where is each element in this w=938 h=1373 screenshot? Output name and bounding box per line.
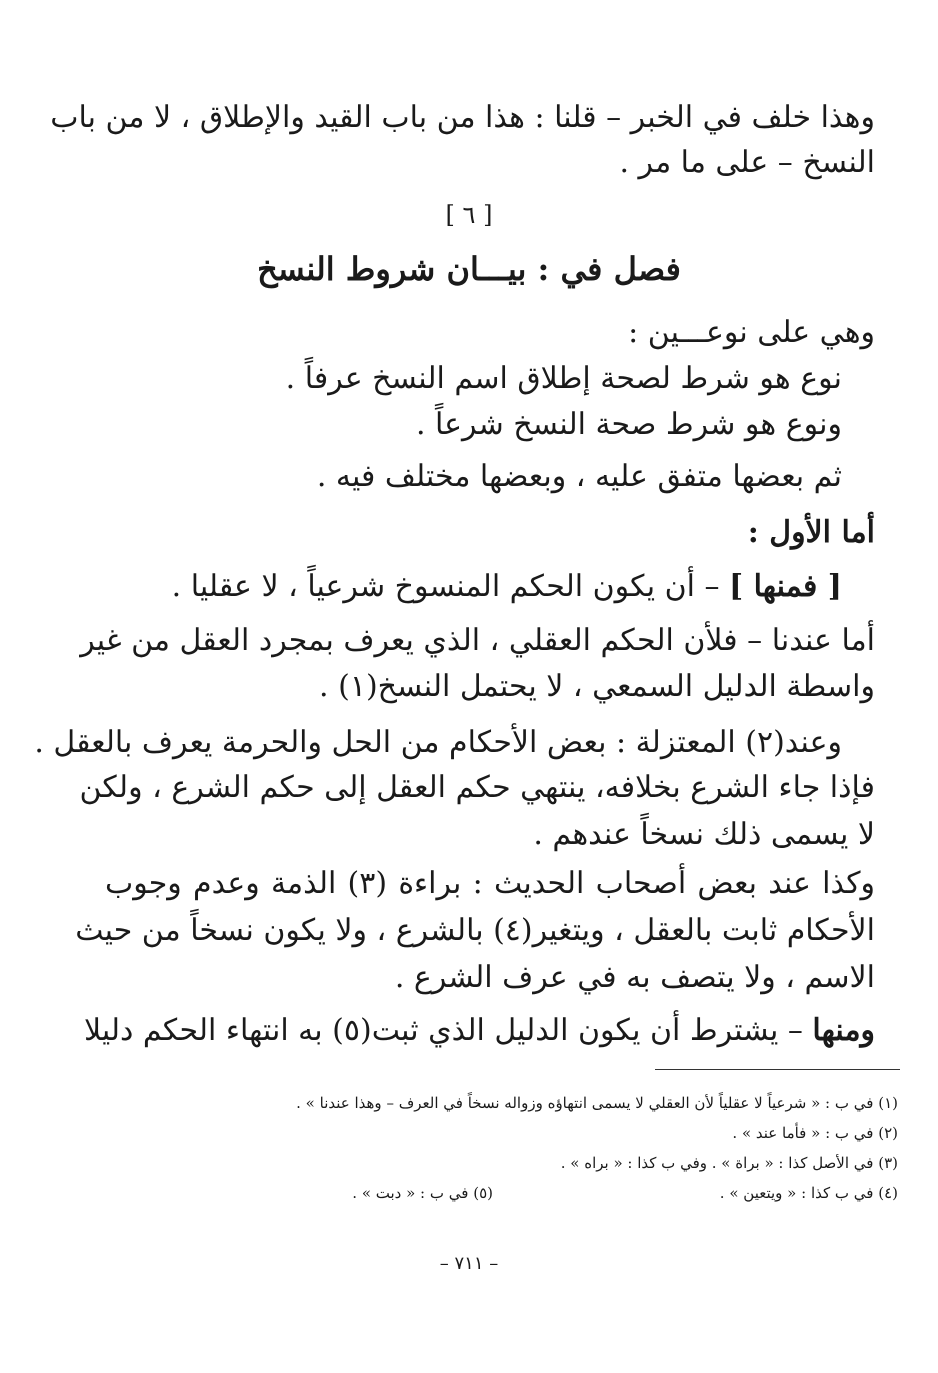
section-number: [ ٦ ] bbox=[445, 201, 493, 229]
body-line: الأحكام ثابت بالعقل ، ويتغير(٤) بالشرع ، ولا يكون نسخاً من حيث bbox=[75, 913, 875, 948]
body-line: واسطة الدليل السمعي ، لا يحتمل النسخ(١) . bbox=[319, 669, 875, 704]
footnote: (٣) في الأصل كذا : « براة » . وفي ب كذا : « براه » . bbox=[560, 1154, 898, 1172]
body-line: فإذا جاء الشرع بخلافه، ينتهي حكم العقل إلى حكم الشرع ، ولكن bbox=[79, 770, 875, 805]
body-line bbox=[171, 569, 842, 604]
list-item: نوع هو شرط لصحة إطلاق اسم النسخ عرفاً . bbox=[285, 361, 842, 396]
body-line bbox=[83, 1013, 875, 1048]
body-line: الاسم ، ولا يتصف به في عرف الشرع . bbox=[394, 960, 875, 995]
condition-label: ومنها bbox=[812, 1013, 875, 1048]
footnote-separator bbox=[655, 1069, 900, 1070]
footnote: (٥) في ب : « دبت » . bbox=[352, 1184, 493, 1202]
page-number: – ٧١١ – bbox=[439, 1253, 499, 1274]
condition-label: [ فمنها ] bbox=[729, 569, 842, 604]
subheading: أما الأول : bbox=[747, 515, 875, 550]
body-line: لا يسمى ذلك نسخاً عندهم . bbox=[533, 817, 875, 852]
body-line: وهي على نوعـــين : bbox=[628, 315, 875, 350]
list-item: ونوع هو شرط صحة النسخ شرعاً . bbox=[415, 407, 842, 442]
body-line: وكذا عند بعض أصحاب الحديث : براءة (٣) الذمة وعدم وجوب bbox=[105, 866, 875, 901]
body-line: ثم بعضها متفق عليه ، وبعضها مختلف فيه . bbox=[316, 459, 842, 494]
footnote: (٢) في ب : « فأما عند » . bbox=[732, 1124, 898, 1142]
footnote: (١) في ب : « شرعياً لا عقلياً لأن العقلي لا يسمى انتهاؤه وزواله نسخاً في العرف – وهذا عندنا » . bbox=[296, 1094, 898, 1112]
body-line: أما عندنا – فلأن الحكم العقلي ، الذي يعرف بمجرد العقل من غير bbox=[80, 623, 875, 658]
body-line: وعند(٢) المعتزلة : بعض الأحكام من الحل والحرمة يعرف بالعقل . bbox=[34, 725, 842, 760]
body-line: النسخ – على ما مر . bbox=[619, 145, 875, 180]
section-title: فصل في : بيـــان شروط النسخ bbox=[257, 250, 681, 288]
condition-text: – يشترط أن يكون الدليل الذي ثبت(٥) به انتهاء الحكم دليلا bbox=[83, 1013, 813, 1048]
condition-text: – أن يكون الحكم المنسوخ شرعياً ، لا عقليا . bbox=[171, 569, 730, 604]
footnote: (٤) في ب كذا : « ويتعين » . bbox=[719, 1184, 898, 1202]
body-line: وهذا خلف في الخبر – قلنا : هذا من باب القيد والإطلاق ، لا من باب bbox=[50, 100, 875, 135]
